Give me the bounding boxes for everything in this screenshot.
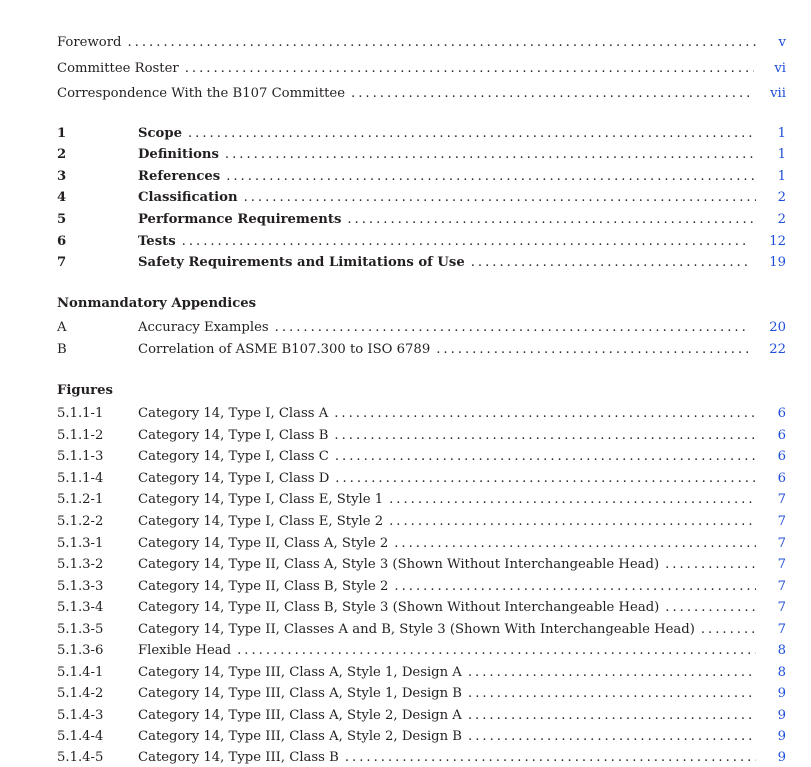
toc-figure-entry — [57, 640, 786, 660]
toc-page-link[interactable]: 9 — [777, 685, 786, 701]
toc-page-link[interactable]: vi — [774, 60, 786, 76]
dot-leader — [468, 665, 756, 680]
toc-page-link[interactable]: 1 — [777, 168, 786, 184]
toc-figure-entry — [57, 747, 786, 767]
toc-page-link[interactable]: 6 — [777, 427, 786, 443]
dot-leader — [244, 190, 756, 205]
toc-entry-number: 6 — [57, 233, 67, 249]
toc-entry-title: Category 14, Type II, Class A, Style 2 — [138, 535, 389, 551]
toc-entry-number: 5.1.3-1 — [57, 535, 104, 551]
dot-leader — [188, 126, 756, 141]
toc-entry-number: 5.1.3-3 — [57, 578, 104, 594]
toc-figure-entry — [57, 554, 786, 574]
toc-page-link[interactable]: 7 — [777, 513, 786, 529]
toc-figure-entry — [57, 662, 786, 682]
toc-entry-title: Category 14, Type II, Class B, Style 3 (Shown Without Interchangeable Head) — [138, 599, 660, 615]
toc-entry-title: Category 14, Type II, Class B, Style 2 — [138, 578, 389, 594]
toc-entry-committee-roster — [57, 58, 786, 78]
toc-entry-title: References — [138, 168, 221, 184]
toc-entry-number: 5.1.1-2 — [57, 427, 104, 443]
toc-entry-title: Category 14, Type I, Class B — [138, 427, 329, 443]
toc-entry-number: 5.1.1-1 — [57, 405, 104, 421]
toc-page-link[interactable]: 20 — [769, 319, 786, 335]
toc-entry-number: 5.1.1-3 — [57, 448, 104, 464]
toc-page-link[interactable]: 2 — [777, 189, 786, 205]
figures-heading: Figures — [57, 383, 113, 398]
toc-entry-number: 1 — [57, 125, 67, 141]
dot-leader — [334, 406, 756, 421]
toc-entry-number: 3 — [57, 168, 67, 184]
dot-leader — [701, 622, 756, 637]
toc-page-link[interactable]: 9 — [777, 728, 786, 744]
toc-entry-number: 5.1.3-5 — [57, 621, 104, 637]
toc-entry-title: Performance Requirements — [138, 211, 342, 227]
toc-entry-foreword — [57, 32, 786, 52]
toc-entry-title: Correlation of ASME B107.300 to ISO 6789 — [138, 341, 431, 357]
appendices-heading: Nonmandatory Appendices — [57, 296, 257, 311]
dot-leader — [468, 686, 756, 701]
toc-figure-entry — [57, 597, 786, 617]
toc-figure-entry — [57, 468, 786, 488]
toc-appendix-b — [57, 339, 786, 359]
toc-entry-title: Category 14, Type I, Class C — [138, 448, 329, 464]
toc-chapter-3 — [57, 166, 786, 186]
toc-entry-number: 5.1.4-2 — [57, 685, 104, 701]
toc-entry-number: B — [57, 341, 67, 357]
toc-entry-title: Flexible Head — [138, 642, 232, 658]
toc-figure-entry — [57, 683, 786, 703]
toc-entry-number: 2 — [57, 146, 67, 162]
toc-entry-title: Category 14, Type III, Class A, Style 1, Design A — [138, 664, 462, 680]
toc-entry-title: Category 14, Type I, Class A — [138, 405, 329, 421]
toc-chapter-5 — [57, 209, 786, 229]
toc-figure-entry — [57, 726, 786, 746]
toc-page-link[interactable]: 7 — [777, 491, 786, 507]
toc-page-link[interactable]: 22 — [769, 341, 786, 357]
toc-entry-title: Category 14, Type I, Class D — [138, 470, 330, 486]
toc-chapter-6 — [57, 231, 786, 251]
toc-page-link[interactable]: 9 — [777, 707, 786, 723]
toc-entry-title: Committee Roster — [57, 60, 179, 76]
toc-entry-number: 5.1.4-3 — [57, 707, 104, 723]
toc-entry-number: 5 — [57, 211, 67, 227]
toc-entry-number: 5.1.4-5 — [57, 749, 104, 765]
toc-entry-number: 5.1.2-2 — [57, 513, 104, 529]
toc-figure-entry — [57, 489, 786, 509]
toc-entry-number: 5.1.4-4 — [57, 728, 104, 744]
dot-leader — [471, 255, 749, 270]
toc-entry-title: Category 14, Type I, Class E, Style 2 — [138, 513, 384, 529]
dot-leader — [436, 342, 749, 357]
toc-entry-number: 5.1.3-6 — [57, 642, 104, 658]
toc-entry-title: Accuracy Examples — [138, 319, 269, 335]
toc-entry-title: Foreword — [57, 34, 122, 50]
toc-page-link[interactable]: 6 — [777, 448, 786, 464]
toc-entry-number: 5.1.1-4 — [57, 470, 104, 486]
toc-figure-entry — [57, 705, 786, 725]
toc-page-link[interactable]: 6 — [777, 470, 786, 486]
toc-chapter-4 — [57, 187, 786, 207]
dot-leader — [182, 234, 750, 249]
toc-entry-title: Correspondence With the B107 Committee — [57, 85, 346, 101]
toc-figure-entry — [57, 446, 786, 466]
toc-figure-entry — [57, 425, 786, 445]
toc-page-link[interactable]: 7 — [777, 621, 786, 637]
toc-entry-title: Category 14, Type I, Class E, Style 1 — [138, 491, 384, 507]
toc-entry-title: Category 14, Type III, Class A, Style 2, Design A — [138, 707, 462, 723]
dot-leader — [275, 320, 750, 335]
toc-entry-title: Category 14, Type II, Class A, Style 3 (Shown Without Interchangeable Head) — [138, 556, 660, 572]
toc-entry-number: 4 — [57, 189, 67, 205]
toc-entry-number: 5.1.4-1 — [57, 664, 104, 680]
toc-entry-title: Tests — [138, 233, 176, 249]
toc-page-link[interactable]: vii — [770, 85, 786, 101]
toc-page-link[interactable]: 1 — [777, 125, 786, 141]
toc-entry-title: Classification — [138, 189, 238, 205]
dot-leader — [334, 428, 756, 443]
dot-leader — [665, 600, 756, 615]
toc-entry-title: Category 14, Type III, Class A, Style 1, Design B — [138, 685, 463, 701]
toc-page-link[interactable]: 8 — [777, 642, 786, 658]
dot-leader — [468, 708, 756, 723]
toc-figure-entry — [57, 533, 786, 553]
toc-entry-title: Category 14, Type III, Class A, Style 2, Design B — [138, 728, 463, 744]
toc-entry-number: 5.1.2-1 — [57, 491, 104, 507]
toc-page-link[interactable]: 8 — [777, 664, 786, 680]
toc-page-link[interactable]: 7 — [777, 599, 786, 615]
toc-entry-number: 5.1.3-2 — [57, 556, 104, 572]
toc-entry-number: 7 — [57, 254, 67, 270]
toc-figure-entry — [57, 511, 786, 531]
dot-leader — [225, 147, 756, 162]
dot-leader — [185, 61, 755, 76]
dot-leader — [335, 471, 756, 486]
toc-page-link[interactable]: 7 — [777, 556, 786, 572]
dot-leader — [389, 514, 756, 529]
dot-leader — [394, 579, 756, 594]
dot-leader — [351, 86, 750, 101]
toc-page-link[interactable]: 9 — [777, 749, 786, 765]
toc-appendix-a — [57, 317, 786, 337]
toc-figure-entry — [57, 403, 786, 423]
toc-page-link[interactable]: 12 — [769, 233, 786, 249]
toc-page-link[interactable]: 6 — [777, 405, 786, 421]
toc-page-link[interactable]: 1 — [777, 146, 786, 162]
toc-entry-number: A — [57, 319, 67, 335]
dot-leader — [389, 492, 756, 507]
dot-leader — [468, 729, 756, 744]
toc-entry-number: 5.1.3-4 — [57, 599, 104, 615]
dot-leader — [237, 643, 756, 658]
toc-figure-entry — [57, 619, 786, 639]
toc-page-link[interactable]: 7 — [777, 535, 786, 551]
toc-figure-entry — [57, 576, 786, 596]
dot-leader — [665, 557, 756, 572]
toc-entry-title: Definitions — [138, 146, 219, 162]
toc-chapter-1 — [57, 123, 786, 143]
toc-page-link[interactable]: 19 — [769, 254, 786, 270]
dot-leader — [394, 536, 756, 551]
toc-chapter-2 — [57, 144, 786, 164]
toc-entry-title: Category 14, Type III, Class B — [138, 749, 339, 765]
toc-entry-correspondence — [57, 83, 786, 103]
dot-leader — [127, 35, 756, 50]
dot-leader — [335, 449, 756, 464]
toc-chapter-7 — [57, 252, 786, 272]
toc-page-link[interactable]: 7 — [777, 578, 786, 594]
toc-entry-title: Safety Requirements and Limitations of Use — [138, 254, 465, 270]
toc-entry-title: Scope — [138, 125, 182, 141]
dot-leader — [347, 212, 756, 227]
toc-entry-title: Category 14, Type II, Classes A and B, Style 3 (Shown With Interchangeable Head) — [138, 621, 695, 637]
dot-leader — [226, 169, 756, 184]
toc-page-link[interactable]: 2 — [777, 211, 786, 227]
toc-page-link[interactable]: v — [778, 34, 786, 50]
dot-leader — [345, 750, 756, 765]
